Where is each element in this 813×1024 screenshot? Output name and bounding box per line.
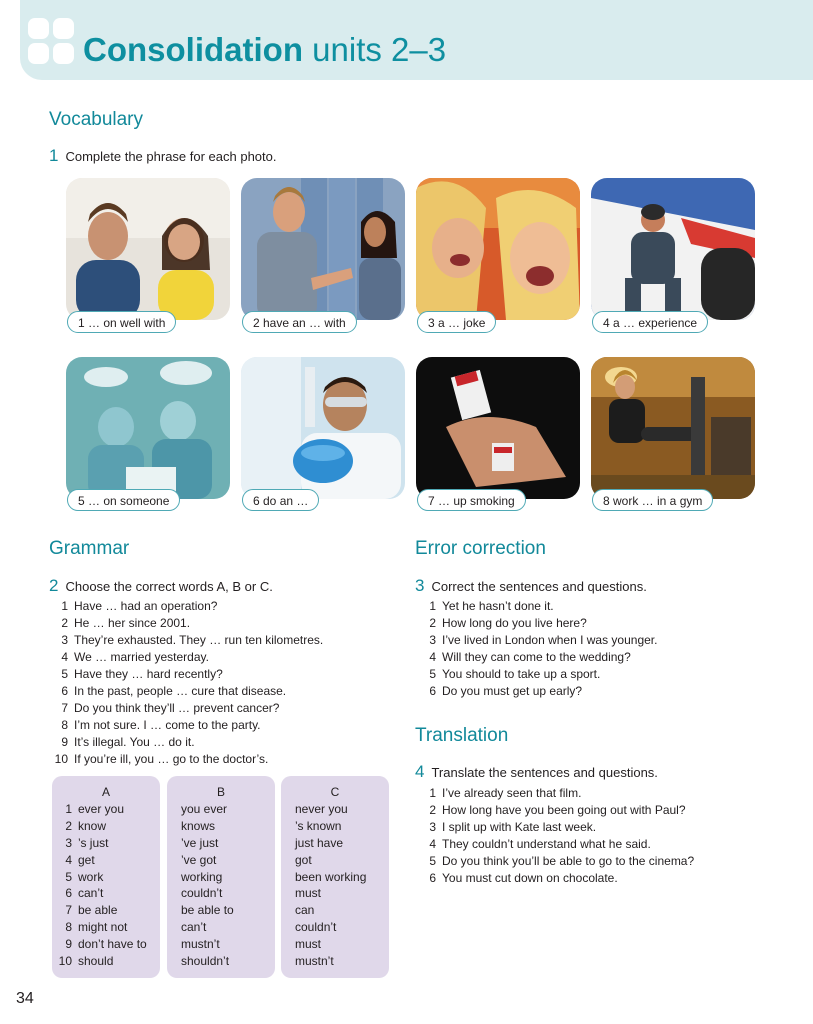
option-row: [167, 936, 275, 953]
instruction-text: Complete the phrase for each photo.: [65, 149, 277, 164]
item-number: 3: [429, 633, 436, 647]
option-row: [281, 869, 389, 886]
option-row: [167, 818, 275, 835]
option-text: might not: [78, 920, 128, 935]
item-text: Do you think they’ll … prevent cancer?: [74, 701, 280, 715]
list-item: [52, 751, 323, 768]
option-text: knows: [181, 818, 216, 833]
photo-gym-exercise: [591, 357, 755, 499]
item-text: Do you think you’ll be able to go to the cinema?: [442, 854, 695, 868]
photo-scientist: [241, 357, 405, 499]
option-text: mustn’t: [181, 937, 220, 952]
item-number: 1: [61, 599, 68, 613]
item-number: 5: [429, 854, 436, 868]
list-item: [52, 700, 323, 717]
error-correction-list: [420, 598, 657, 700]
item-text: You must cut down on chocolate.: [442, 871, 618, 885]
list-item: [52, 734, 323, 751]
option-text: ’ve just: [181, 835, 219, 850]
item-text: I’ve lived in London when I was younger.: [442, 633, 658, 647]
option-row: [281, 936, 389, 953]
option-number: 10: [58, 954, 72, 969]
option-text: must: [295, 886, 322, 901]
photo-surgeons: [66, 357, 230, 499]
item-text: In the past, people … cure that disease.: [74, 684, 287, 698]
photo-caption: 5 … on someone: [67, 489, 180, 511]
item-number: 3: [61, 633, 68, 647]
option-number: 9: [65, 937, 72, 952]
page-title-bold: Consolidation: [83, 31, 303, 68]
option-row: [167, 885, 275, 902]
exercise-number: 2: [49, 576, 59, 595]
option-row: [281, 902, 389, 919]
item-number: 1: [429, 599, 436, 613]
item-number: 8: [61, 718, 68, 732]
option-number: 2: [65, 818, 72, 833]
option-number: 7: [65, 903, 72, 918]
item-number: 5: [61, 667, 68, 681]
option-text: get: [78, 852, 95, 867]
item-number: 3: [429, 820, 436, 834]
list-item: [420, 666, 657, 683]
item-text: I’ve already seen that film.: [442, 786, 582, 800]
option-row: [167, 953, 275, 970]
page-title-rest: units 2–3: [302, 31, 447, 68]
option-row: [167, 869, 275, 886]
page-title: [83, 30, 446, 70]
option-text: can’t: [78, 886, 104, 901]
option-text: ’s just: [78, 835, 109, 850]
item-text: We … married yesterday.: [74, 650, 209, 664]
option-number: 4: [65, 852, 72, 867]
item-text: I’m not sure. I … come to the party.: [74, 718, 261, 732]
list-item: [52, 632, 323, 649]
list-item: [420, 870, 694, 887]
item-number: 10: [54, 752, 68, 766]
exercise-1-instruction: [49, 146, 277, 166]
option-text: shouldn’t: [181, 954, 230, 969]
unit-logo-icon: [28, 18, 76, 66]
list-item: [420, 632, 657, 649]
item-text: Yet he hasn’t done it.: [442, 599, 554, 613]
photo-skydiver-plane: [591, 178, 755, 320]
error-correction-heading: Error correction: [415, 538, 546, 559]
option-row: [281, 818, 389, 835]
list-item: [420, 649, 657, 666]
option-number: 6: [65, 886, 72, 901]
exercise-number: 4: [415, 762, 425, 781]
item-number: 4: [61, 650, 68, 664]
options-column-c: [281, 776, 389, 978]
item-text: Have … had an operation?: [74, 599, 218, 613]
option-text: working: [181, 869, 223, 884]
option-row: [167, 801, 275, 818]
option-text: you ever: [181, 801, 228, 816]
column-heading: A: [101, 785, 110, 799]
list-item: [52, 666, 323, 683]
option-row: [52, 885, 160, 902]
item-number: 2: [429, 616, 436, 630]
item-text: They couldn’t understand what he said.: [442, 837, 651, 851]
item-text: He … her since 2001.: [74, 616, 191, 630]
option-row: [52, 953, 160, 970]
list-item: [52, 717, 323, 734]
item-number: 2: [61, 616, 68, 630]
photo-caption: 3 a … joke: [417, 311, 496, 333]
option-row: [167, 902, 275, 919]
item-text: If you’re ill, you … go to the doctor’s.: [74, 752, 269, 766]
option-text: ’s known: [295, 818, 342, 833]
photo-caption: 7 … up smoking: [417, 489, 526, 511]
option-row: [52, 936, 160, 953]
photo-caption: 2 have an … with: [242, 311, 357, 333]
option-text: ’ve got: [181, 852, 217, 867]
column-heading: C: [330, 785, 340, 799]
item-number: 6: [429, 684, 436, 698]
list-item: [52, 683, 323, 700]
item-text: It’s illegal. You … do it.: [74, 735, 195, 749]
option-text: just have: [295, 835, 344, 850]
item-number: 4: [429, 650, 436, 664]
option-row: [52, 919, 160, 936]
option-text: mustn’t: [295, 954, 334, 969]
list-item: [420, 819, 694, 836]
list-item: [420, 785, 694, 802]
item-text: Have they … hard recently?: [74, 667, 223, 681]
instruction-text: Correct the sentences and questions.: [431, 579, 647, 594]
grammar-heading: Grammar: [49, 538, 130, 559]
option-text: know: [78, 818, 107, 833]
exercise-number: 1: [49, 146, 59, 165]
photo-girls-laughing: [416, 178, 580, 320]
option-row: [52, 818, 160, 835]
option-text: can: [295, 903, 315, 918]
item-number: 1: [429, 786, 436, 800]
option-number: 3: [65, 835, 72, 850]
option-row: [52, 835, 160, 852]
option-number: 5: [65, 869, 72, 884]
vocabulary-heading: Vocabulary: [49, 109, 144, 130]
instruction-text: Choose the correct words A, B or C.: [65, 579, 273, 594]
page-number: 34: [16, 990, 34, 1007]
translation-list: [420, 785, 694, 887]
option-text: must: [295, 937, 322, 952]
list-item: [52, 649, 323, 666]
exercise-4-instruction: [415, 762, 658, 782]
option-row: [281, 835, 389, 852]
option-text: never you: [295, 801, 348, 816]
list-item: [52, 598, 323, 615]
option-text: should: [78, 954, 114, 969]
option-row: [52, 801, 160, 818]
option-text: been working: [295, 869, 367, 884]
option-row: [52, 902, 160, 919]
item-number: 2: [429, 803, 436, 817]
options-column-a: [52, 776, 160, 978]
list-item: [420, 683, 657, 700]
option-text: couldn’t: [181, 886, 223, 901]
list-item: [420, 853, 694, 870]
option-row: [52, 869, 160, 886]
item-number: 5: [429, 667, 436, 681]
option-row: [52, 852, 160, 869]
option-row: [281, 885, 389, 902]
item-number: 4: [429, 837, 436, 851]
item-number: 6: [429, 871, 436, 885]
photo-caption: 8 work … in a gym: [592, 489, 713, 511]
photo-friends-couple: [66, 178, 230, 320]
photo-caption: 6 do an …: [242, 489, 319, 511]
exercise-number: 3: [415, 576, 425, 595]
option-row: [281, 953, 389, 970]
instruction-text: Translate the sentences and questions.: [431, 765, 658, 780]
option-text: couldn’t: [295, 920, 337, 935]
option-text: work: [78, 869, 104, 884]
option-text: can’t: [181, 920, 207, 935]
option-text: ever you: [78, 801, 125, 816]
grammar-items-list: [52, 598, 323, 768]
option-row: [167, 835, 275, 852]
list-item: [420, 615, 657, 632]
option-number: 1: [65, 801, 72, 816]
option-row: [167, 852, 275, 869]
list-item: [420, 598, 657, 615]
list-item: [420, 802, 694, 819]
option-row: [281, 919, 389, 936]
item-text: How long do you live here?: [442, 616, 587, 630]
column-heading: B: [216, 785, 225, 799]
item-number: 6: [61, 684, 68, 698]
item-number: 7: [61, 701, 68, 715]
option-row: [281, 801, 389, 818]
option-number: 8: [65, 920, 72, 935]
option-text: don’t have to: [78, 937, 147, 952]
translation-heading: Translation: [415, 725, 509, 746]
photo-caption: 1 … on well with: [67, 311, 176, 333]
option-row: [167, 919, 275, 936]
exercise-2-instruction: [49, 576, 273, 596]
item-text: Do you must get up early?: [442, 684, 583, 698]
option-text: be able to: [181, 903, 234, 918]
item-text: You should to take up a sport.: [442, 667, 601, 681]
item-text: They’re exhausted. They … run ten kilometres.: [74, 633, 324, 647]
photo-lockers-argument: [241, 178, 405, 320]
option-text: be able: [78, 903, 118, 918]
item-number: 9: [61, 735, 68, 749]
options-column-b: [167, 776, 275, 978]
item-text: How long have you been going out with Paul?: [442, 803, 686, 817]
item-text: Will they can come to the wedding?: [442, 650, 631, 664]
item-text: I split up with Kate last week.: [442, 820, 597, 834]
list-item: [52, 615, 323, 632]
photo-caption: 4 a … experience: [592, 311, 708, 333]
option-text: got: [295, 852, 312, 867]
photo-crushed-cigarettes: [416, 357, 580, 499]
list-item: [420, 836, 694, 853]
exercise-3-instruction: [415, 576, 647, 596]
option-row: [281, 852, 389, 869]
